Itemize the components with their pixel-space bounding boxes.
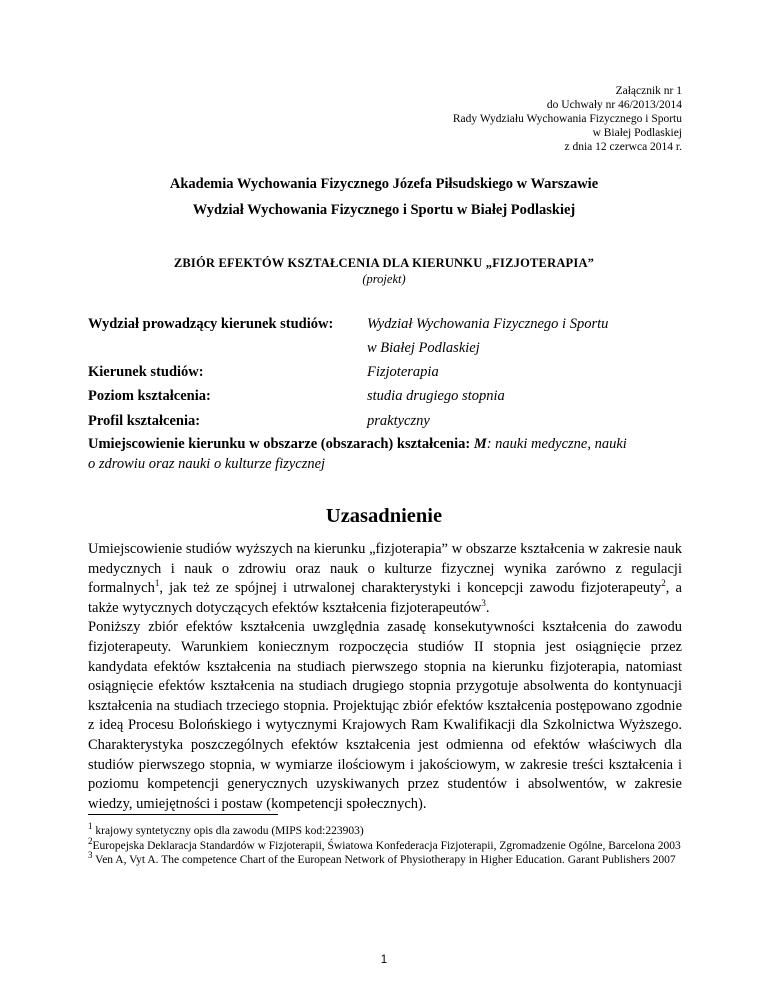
annex-reference <box>453 84 682 154</box>
field-faculty-cont <box>367 340 480 357</box>
field-value-cont: w Białej Podlaskiej <box>367 340 480 356</box>
field-label: Umiejscowienie kierunku w obszarze (obszarach) kształcenia: <box>88 436 471 452</box>
page-number: 1 <box>380 954 388 966</box>
section-heading: Uzasadnienie <box>325 505 443 527</box>
field-value: : nauki medyczne, nauki <box>486 436 627 452</box>
annex-line: Załącznik nr 1 <box>615 85 682 97</box>
field-code: M <box>473 436 487 452</box>
field-profile <box>88 413 200 430</box>
annex-line: Rady Wydziału Wychowania Fizycznego i Sportu <box>452 113 682 125</box>
field-direction <box>88 364 204 381</box>
academy-name: Akademia Wychowania Fizycznego Józefa Piłsudskiego w Warszawie <box>169 176 599 192</box>
field-label: Kierunek studiów: <box>88 364 204 380</box>
faculty-name: Wydział Wychowania Fizycznego i Sportu w Białej Podlaskiej <box>192 202 576 218</box>
footnote: $^3$ Ven A, Vyt A. The competence Chart of the European Network of Physiotherapy in Higher Education. Garant Publishers 2007 <box>88 850 676 867</box>
paragraph: Poniższy zbiór efektów kształcenia uwzględnia zasadę konsekutywności kształcenia do zawodu fizjoterapeuty. Warunkiem koniecznym rozpoczęcia studiów II stopnia jest osiągnięcie przez kandydata efektów kształcenia na studiach pierwszego stopnia na kierunku fizjoterapia, natomiast osiągnięcie efektów kształcenia na studiach drugiego stopnia przygotuje absolwenta do kontynuacji kształcenia na studiach trzeciego stopnia. Projektując zbiór efektów kształcenia postępowano zgodnie z ideą Procesu Bolońskiego i wytycznymi Krajowych Ram Kwalifikacji dla Szkolnictwa Wyższego. Charakterystyka poszczególnych efektów kształcenia jest odmienna od efektów właściwych dla studiów pierwszego stopnia, w wymiarze ilościowym i jakościowym, w zakresie treści kształcenia i poziomu kompetencji generycznych uzyskiwanych przez studentów i absolwentów, w zakresie wiedzy, umiejętności i postaw (kompetencji społecznych). <box>88 619 682 812</box>
annex-line: w Białej Podlaskiej <box>592 127 682 139</box>
field-value: praktyczny <box>367 413 430 429</box>
field-placement <box>88 434 688 474</box>
field-label: Wydział prowadzący kierunek studiów: <box>88 316 334 332</box>
field-level <box>88 388 211 405</box>
field-label: Profil kształcenia: <box>88 413 201 429</box>
footnote-ref: 2 <box>661 578 666 589</box>
paragraph: Umiejscowienie studiów wyższych na kierunku „fizjoterapia” w obszarze kształcenia w zakresie nauk medycznych i nauk o zdrowiu oraz nauk o kulturze fizycznej wynika zarówno z regulacji formalnych$^1$, jak też ze spójnej i utrwalonej charakterystyki i koncepcji zawodu fizjoterapeuty$^2$, a także wytycznych dotyczących efektów kształcenia fizjoterapeutów$^3$. <box>88 541 682 616</box>
footnote-ref: 1 <box>154 578 160 589</box>
field-value: Fizjoterapia <box>367 364 439 380</box>
field-value: Wydział Wychowania Fizycznego i Sportu <box>367 316 609 332</box>
footnote: $^2$Europejska Deklaracja Standardów w Fizjoterapii, Światowa Konfederacja Fizjoterapii, Zgromadzenie Ogólne, Barcelona 2003 <box>88 835 681 852</box>
footnote: $^1$ krajowy syntetyczny opis dla zawodu (MIPS kod:223903) <box>88 821 364 837</box>
annex-line: z dnia 12 czerwca 2014 r. <box>564 141 682 153</box>
footnote-divider <box>88 814 278 815</box>
document-subtitle: (projekt) <box>362 272 406 286</box>
annex-line: do Uchwały nr 46/2013/2014 <box>546 99 682 111</box>
field-value: studia drugiego stopnia <box>367 388 505 404</box>
field-value-cont: o zdrowiu oraz nauki o kulturze fizycznej <box>88 456 326 472</box>
field-faculty <box>88 316 609 333</box>
justification-body <box>88 540 682 814</box>
footnote-ref: 3 <box>481 597 486 608</box>
document-title: ZBIÓR EFEKTÓW KSZTAŁCENIA DLA KIERUNKU „FIZJOTERAPIA” <box>173 256 595 270</box>
footnotes <box>88 821 682 868</box>
field-label: Poziom kształcenia: <box>88 388 211 404</box>
